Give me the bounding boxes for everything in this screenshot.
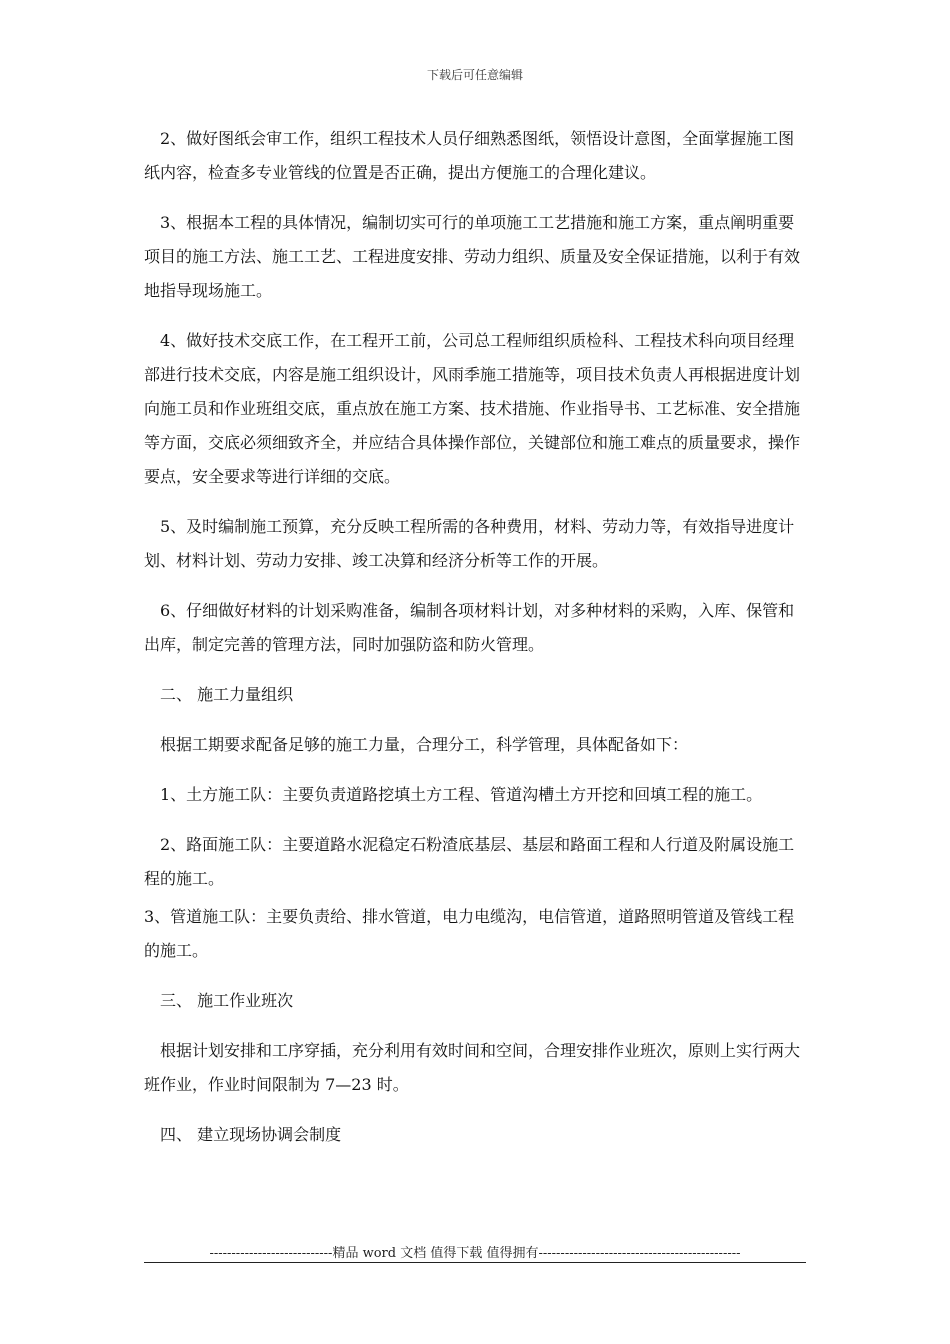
section-heading-3: 三、 施工作业班次 — [160, 991, 294, 1010]
paragraph-shift-schedule: 根据计划安排和工序穿插，充分利用有效时间和空间，合理安排作业班次，原则上实行两大班作业，作业时间限制为 7—23 时。 — [144, 1041, 801, 1094]
paragraph-pavement-team: 2、路面施工队：主要道路水泥稳定石粉渣底基层、基层和路面工程和人行道及附属设施工程的施工。 — [144, 835, 795, 888]
paragraph-item-5: 5、及时编制施工预算，充分反映工程所需的各种费用，材料、劳动力等，有效指导进度计划、材料计划、劳动力安排、竣工决算和经济分析等工作的开展。 — [144, 517, 795, 570]
paragraph-item-6: 6、仔细做好材料的计划采购准备，编制各项材料计划，对多种材料的采购，入库、保管和出库，制定完善的管理方法，同时加强防盗和防火管理。 — [144, 601, 795, 654]
footer-divider — [144, 1262, 806, 1263]
section-heading-4: 四、 建立现场协调会制度 — [160, 1125, 342, 1144]
paragraph-item-4: 4、做好技术交底工作，在工程开工前，公司总工程师组织质检科、工程技术科向项目经理部进行技术交底，内容是施工组织设计，风雨季施工措施等，项目技术负责人再根据进度计划向施工员和作业班组交底，重点放在施工方案、技术措施、作业指导书、工艺标准、安全措施等方面，交底必须细致齐全，并应结合具体操作部位，关键部位和施工难点的质量要求，操作要点，安全要求等进行详细的交底。 — [144, 331, 801, 486]
paragraph-item-3: 3、根据本工程的具体情况，编制切实可行的单项施工工艺措施和施工方案，重点阐明重要项目的施工方法、施工工艺、工程进度安排、劳动力组织、质量及安全保证措施，以利于有效地指导现场施工。 — [144, 213, 801, 300]
section-heading-2: 二、 施工力量组织 — [160, 685, 294, 704]
paragraph-earthwork-team: 1、土方施工队：主要负责道路挖填土方工程、管道沟槽土方开挖和回填工程的施工。 — [160, 785, 763, 804]
paragraph-pipeline-team: 3、管道施工队：主要负责给、排水管道，电力电缆沟，电信管道，道路照明管道及管线工程的施工。 — [144, 907, 795, 960]
paragraph-staffing-intro: 根据工期要求配备足够的施工力量，合理分工，科学管理，具体配备如下： — [160, 735, 689, 754]
paragraph-item-2: 2、做好图纸会审工作，组织工程技术人员仔细熟悉图纸，领悟设计意图，全面掌握施工图纸内容，检查多专业管线的位置是否正确，提出方便施工的合理化建议。 — [144, 129, 795, 182]
page-footer-text: ----------------------------精品 word 文档 值得下载 值得拥有---------------------------------------------- — [209, 1246, 741, 1261]
page-header-text: 下载后可任意编辑 — [426, 68, 523, 82]
document-body — [144, 122, 808, 1152]
